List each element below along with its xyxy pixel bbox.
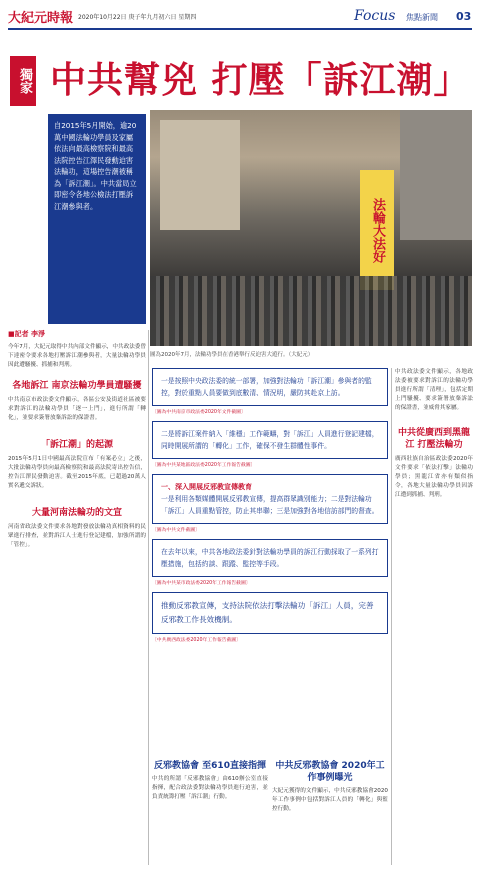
rally-photo [150,110,472,346]
crowd [150,276,472,346]
document-text-1: 一是按照中央政法委的統一部署，加強對法輪功「訴江潮」參與者的監控，對於重點人員要做到底數清、情況明，嚴防其赴京上訪。 [161,377,372,397]
document-note-4: 〔中共廣西政法委2020年工作報告截圖〕 [152,638,241,643]
lead-summary-box: 自2015年5月開始，逾20萬中國法輪功學員及家屬依法向最高檢察院和最高法院控告江澤民發動迫害法輪功，這場控告潮被稱為「訴江潮」。中共當局立即密令各地公檢法打壓訴江潮參與者。 [48,114,146,324]
exclusive-badge: 獨家 [10,56,36,106]
document-box-4 [152,592,388,634]
document-note-list: 〔圖為中共文件截圖〕 [152,528,200,533]
document-text-2: 二是將訴江案件納入「維穩」工作範疇，對「訴江」人員進行登記建檔，同時開展所謂的「轉化」工作，確保不發生群體性事件。 [161,430,379,450]
subhead-guangxi: 中共從廣西到黑龍江 打壓法輪功 [397,428,470,450]
left-column [8,330,146,550]
document-box-1 [152,368,388,406]
document-text-4: 推動反邪教宣傳，支持法院依法打擊法輪功「訴江」人員，完善反邪教工作長效機制。 [161,601,374,624]
document-box-3 [152,539,388,577]
paragraph-henan: 河南省政法委文件要求各地對發放法輪功真相資料的民眾進行排查，並對訴江人士進行登記建檔，加強所謂的「管控」。 [8,524,146,548]
building-right [400,110,472,240]
document-note-3: 〔圖為中共某市政法委2020年工作報告截圖〕 [152,581,251,586]
document-excerpts [152,368,388,643]
page-headline: 中共幫兇 打壓「訴江潮」 [50,59,471,101]
document-box-list [152,474,388,524]
masthead [8,6,472,30]
page-number: 03 [456,10,472,23]
subhead-nanjing: 各地訴江 南京法輪功學員遭騷擾 [12,381,142,391]
photo-caption: 圖為2020年7月，法輪功學員在香港舉行反迫害大遊行。（大紀元） [150,352,314,358]
bottom-stories [152,760,388,868]
story-2020-report [272,760,388,814]
story-anti-cult [152,760,268,802]
dateline: 2020年10月22日 庚子年九月初六日 星期四 [78,14,197,21]
right-paragraph-1: 中共政法委文件顯示，各地政法委被要求對訴江的法輪功學員進行所謂「清理」，包括定期上門騷擾、要求簽署放棄訴訟的保證書，並威脅其家屬。 [395,369,473,411]
text-2020-report: 大紀元獲得的文件顯示，中共反邪教協會2020年工作事例中包括對訴江人員的「轉化」與監控行動。 [272,788,388,812]
document-box-2 [152,421,388,459]
document-note-2: 〔圖為中共某地區政法委2020年工作報告截圖〕 [152,463,256,468]
building-left [160,120,240,230]
subhead-anti-cult: 反邪教協會 至610直接指揮 [154,761,266,771]
subhead-origin: 「訴江潮」的起源 [40,440,113,450]
right-column [395,368,473,500]
divider-right [391,368,392,865]
newspaper-logo: 大紀元時報 [8,11,74,26]
paragraph-nanjing: 中共南京市政法委文件顯示，各區公安及街道社區被要求對訴江的法輪功學員「逐一上門」，進行所謂「轉化」，並要求簽署放棄訴訟的保證書。 [8,397,146,421]
list-title: 一、深入開展反邪教宣傳教育 [161,483,252,491]
section-label: 焦點新聞 [406,13,438,22]
text-anti-cult: 中共的所謂「反邪教協會」由610辦公室直接指揮，配合政法委對法輪功學員進行迫害，並負責統籌打壓「訴江潮」行動。 [152,776,268,800]
subhead-henan: 大量河南法輪功的文宣 [31,508,122,518]
divider-left [148,330,149,865]
byline: ■記者 李淨 [8,330,46,338]
list-text: 一是利用各類媒體開展反邪教宣傳，提高群眾識別能力；二是對法輪功「訴江」人員重點管控，防止其串聯；三是加強對各地信訪部門的督查。 [161,495,379,515]
protest-banner: 法輪大法好 [360,170,394,290]
intro-paragraph: 今年7月，大紀元取得中共內部文件顯示，中共政法委曾下達密令要求各地打壓訴江潮參與者，大量法輪功學員因此遭騷擾、抓捕和判刑。 [8,344,146,368]
document-text-3: 在去年以來，中共各地政法委針對法輪功學員的訴江行動採取了一系列打壓措施，包括約談、跟蹤、監控等手段。 [161,548,379,568]
right-paragraph-2: 廣西壯族自治區政法委2020年文件要求「依法打擊」法輪功學員；黑龍江省亦有類似指令，各地大量法輪功學員因訴江遭到抓捕、判刑。 [395,456,473,498]
subhead-2020-report: 中共反邪教協會 2020年工作事例曝光 [275,761,385,783]
paragraph-origin: 2015年5月1日中國最高法院宣布「有案必立」之後，大批法輪功學員向最高檢察院和最高法院寄出控告信，控告江澤民發動迫害。截至2015年底，已超過20萬人實名遞交訴狀。 [8,456,146,489]
focus-label: Focus [354,8,396,24]
document-note-1: 〔圖為中共南京市政法委2020年文件截圖〕 [152,410,246,415]
